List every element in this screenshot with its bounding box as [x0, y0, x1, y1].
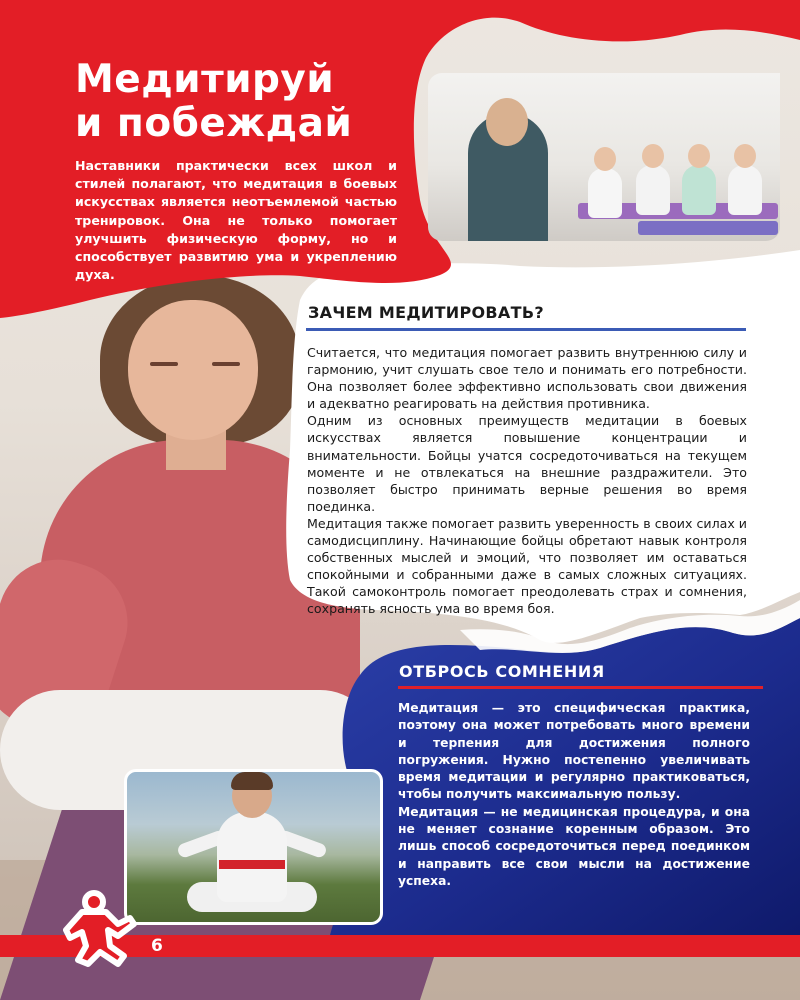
photo-child-head [688, 144, 710, 168]
paragraph: Медитация — не медицинская процедура, и она не меняет сознание коренным образом. Это лишь способ сосредоточиться перед поединком и направить все свои мысли на достижение успеха. [398, 804, 750, 888]
section-heading-drop-doubts: ОТБРОСЬ СОМНЕНИЯ [399, 662, 605, 681]
photo-mat [638, 221, 778, 235]
photo-boy-kimono [217, 812, 287, 902]
paragraph: Одним из основных преимуществ медитации в боевых искусствах является повышение концентрации и внимательности. Бойцы учатся сосредоточиваться на текущем моменте и не отвлекаться на внешние раздражители. Это позволяет быстро принимать верные решения во время поединка. [307, 413, 747, 514]
paragraph: Медитация также помогает развить уверенность в своих силах и самодисциплину. Начинающие бойцы обретают навык контроля собственных мыслей и эмоций, что позволяет им оставаться спокойными и собранными даже в самых сложных ситуациях. Такой самоконтроль помогает преодолевать страх и сомнения, сохранять ясность ума во время боя. [307, 515, 747, 617]
paragraph: Медитация — это специфическая практика, поэтому она может потребовать много времени и терпения для достижения полного погружения. Нужно постепенно увеличивать время медитации и регулярно практиковаться, чтобы получить максимальную пользу. [398, 701, 750, 802]
intro-text: Наставники практически всех школ и стилей полагают, что медитация в боевых искусствах является неотъемлемой частью тренировок. Она не только помогает улучшить физическую форму, но и способствует развитию ума и укреплению духа. [75, 158, 397, 283]
photo-teacher-head [486, 98, 528, 146]
photo-child-head [594, 147, 616, 171]
title-line-2: и побеждай [75, 101, 353, 146]
photo-child [636, 165, 670, 215]
photo-boy-red-belt [219, 860, 285, 869]
section-heading-why-meditate: ЗАЧЕМ МЕДИТИРОВАТЬ? [308, 303, 544, 322]
photo-child [588, 168, 622, 218]
paragraph: Считается, что медитация помогает развить внутреннюю силу и гармонию, учит слушать свое тело и понимать его потребности. Она позволяет более эффективно использовать свои движения и адекватно реагировать на действия противника. [307, 345, 747, 412]
photo-boy-karate [124, 769, 383, 925]
photo-child [728, 165, 762, 215]
heading-underline [306, 328, 746, 331]
martial-artist-icon [60, 890, 138, 970]
photo-yoga-class [428, 73, 780, 241]
photo-child-head [734, 144, 756, 168]
page-title [75, 58, 415, 146]
photo-child-head [642, 144, 664, 168]
section-body-drop-doubts [398, 700, 750, 890]
heading-underline [398, 686, 763, 689]
page-number: 6 [151, 936, 163, 956]
section-body-why-meditate [307, 344, 747, 618]
photo-child [682, 165, 716, 215]
title-line-1: Медитируй [75, 57, 335, 102]
photo-boy-hair [231, 772, 273, 790]
